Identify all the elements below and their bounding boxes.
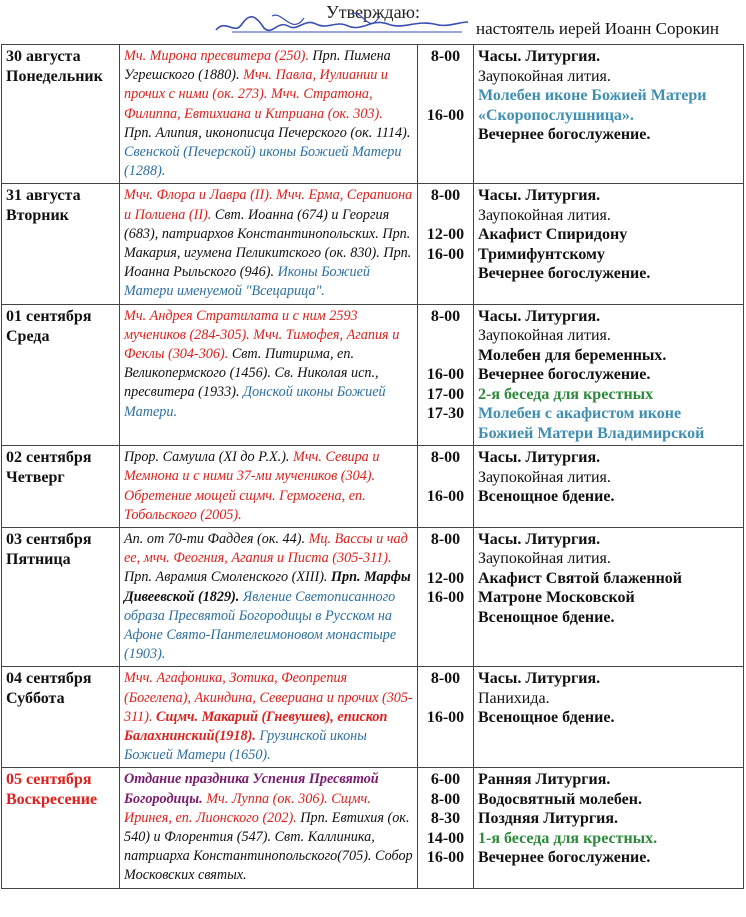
- saints-cell: [120, 667, 418, 768]
- day-cell: [2, 304, 120, 446]
- day-date: 05 сентября: [6, 771, 92, 789]
- service-entry: 2-я беседа для крестных: [478, 385, 654, 403]
- saints-cell: [120, 184, 418, 304]
- day-cell: [2, 768, 120, 888]
- service-entry: Вечернее богослужение.: [478, 126, 651, 143]
- saint-commemoration: Сщмч. Макарий (Гневушев), епископ Балахнинский(1918).: [124, 708, 388, 744]
- time-spacer: [422, 67, 469, 87]
- services-cell: [474, 667, 744, 768]
- schedule-row: [2, 667, 744, 768]
- day-weekday: Суббота: [6, 690, 65, 708]
- times-cell: [418, 768, 474, 888]
- saints-cell: [120, 446, 418, 528]
- service-entry: Всенощное бдение.: [478, 709, 615, 727]
- service-time: 16-00: [426, 589, 465, 607]
- services-cell: [474, 768, 744, 888]
- service-entry: Молебен иконе Божией Матери «Скоропослушница».: [478, 87, 707, 124]
- saint-commemoration: Отдание праздника Успения Пресвятой Богородицы.: [124, 771, 379, 807]
- saint-commemoration: Ап. от 70-ти Фаддея (ок. 44).: [124, 530, 306, 547]
- service-entry: Всенощное бдение.: [478, 608, 615, 626]
- service-time: 16-00: [426, 106, 465, 124]
- day-weekday: Вторник: [6, 207, 69, 225]
- services-cell: [474, 304, 744, 446]
- day-date: 30 августа: [6, 48, 81, 65]
- service-entry: Часы. Литургия.: [478, 187, 601, 205]
- saint-commemoration: Мчч. Флора и Лавра (II). Мчч. Ерма, Серапиона и Полиена (II).: [124, 187, 413, 223]
- service-entry: Акафист Спиридону Тримифунтскому: [478, 226, 628, 263]
- service-entry: Часы. Литургия.: [478, 530, 601, 548]
- schedule-row: [2, 45, 744, 184]
- time-spacer: [422, 549, 469, 569]
- day-weekday: Пятница: [6, 550, 71, 568]
- service-entry: Вечернее богослужение.: [478, 366, 651, 384]
- times-cell: [418, 667, 474, 768]
- service-entry: Часы. Литургия.: [478, 449, 601, 467]
- day-date: 03 сентября: [6, 530, 92, 548]
- service-time: 8-00: [430, 48, 461, 65]
- service-time: 16-00: [426, 488, 465, 506]
- schedule-row: [2, 446, 744, 528]
- day-cell: [2, 527, 120, 666]
- day-weekday: Понедельник: [6, 68, 103, 85]
- service-time: 12-00: [426, 569, 465, 587]
- service-time: 8-00: [430, 670, 461, 688]
- services-cell: [474, 527, 744, 666]
- time-spacer: [422, 346, 469, 366]
- service-time: 8-00: [430, 790, 461, 808]
- saints-cell: [120, 768, 418, 888]
- service-entry: Часы. Литургия.: [478, 48, 601, 65]
- service-entry: Заупокойная лития.: [478, 67, 611, 85]
- saints-cell: [120, 304, 418, 446]
- time-spacer: [422, 468, 469, 488]
- service-entry: Вечернее богослужение.: [478, 265, 651, 283]
- approval-label: Утверждаю:: [325, 2, 421, 22]
- service-time: 8-00: [430, 307, 461, 325]
- times-cell: [418, 304, 474, 446]
- services-cell: [474, 45, 744, 184]
- day-cell: [2, 667, 120, 768]
- service-entry: Заупокойная лития.: [478, 550, 611, 568]
- saint-commemoration: Явление Светописанного образа Пресвятой Богородицы в Русском на Афоне Свято-Пантелеимоновом монастыре (1903).: [124, 588, 397, 663]
- service-time: 17-30: [426, 405, 465, 423]
- saints-cell: [120, 527, 418, 666]
- service-entry: Ранняя Литургия.: [478, 771, 611, 789]
- service-entry: Заупокойная лития.: [478, 327, 611, 345]
- schedule-row: [2, 184, 744, 304]
- service-entry: Заупокойная лития.: [478, 206, 611, 224]
- saint-commemoration: Свт. Иоанна (674) и Георгия (683), патриархов Константинопольских. Прп. Макария, игумена Пеликитского (ок. 830). Прп. Иоанна Рыльского (946).: [124, 206, 412, 281]
- time-spacer: [422, 689, 469, 709]
- service-entry: Панихида.: [478, 689, 550, 707]
- services-cell: [474, 446, 744, 528]
- signature-image: [212, 6, 472, 42]
- times-cell: [418, 527, 474, 666]
- saint-commemoration: Прп. Алипия, иконописца Печерского (ок. 1114).: [124, 124, 411, 141]
- day-date: 01 сентября: [6, 307, 92, 325]
- day-cell: [2, 184, 120, 304]
- schedule-row: [2, 768, 744, 888]
- service-entry: Часы. Литургия.: [478, 670, 601, 688]
- service-time: 16-00: [426, 709, 465, 727]
- saint-commemoration: Свт. Питирима, еп. Великопермского (1456). Св. Николая исп., пресвитера (1933).: [124, 346, 379, 401]
- service-time: 16-00: [426, 245, 465, 263]
- document-header: [0, 0, 746, 44]
- service-time: 16-00: [426, 849, 465, 867]
- service-time: 8-00: [430, 187, 461, 205]
- saint-commemoration: Свенской (Печерской) иконы Божией Матери (1288).: [124, 144, 402, 180]
- saint-commemoration: Мч. Луппа (ок. 306). Сщмч. Иринея, еп. Лионского (202).: [124, 790, 371, 826]
- service-entry: 1-я беседа для крестных.: [478, 829, 658, 847]
- day-weekday: Среда: [6, 327, 50, 345]
- service-time: 8-30: [430, 810, 461, 828]
- saint-commemoration: Мч. Андрея Стратилата и с ним 2593 мучеников (284-305). Мчч. Тимофея, Агапия и Феклы (304-306).: [124, 307, 400, 363]
- saint-commemoration: Прп. Пимена Угрешского (1880).: [124, 48, 391, 84]
- times-cell: [418, 184, 474, 304]
- saint-commemoration: Мчч. Павла, Иулиании и прочих с ними (ок. 273). Мчч. Стратона, Филиппа, Евтихиана и Киприана (ок. 303).: [124, 67, 388, 122]
- service-entry: Поздняя Литургия.: [478, 810, 619, 828]
- service-entry: Акафист Святой блаженной Матроне Московской: [478, 569, 683, 607]
- rector-name: настоятель иерей Иоанн Сорокин: [476, 19, 719, 38]
- service-time: 17-00: [426, 385, 465, 403]
- service-time: 16-00: [426, 366, 465, 384]
- day-cell: [2, 446, 120, 528]
- service-time: 8-00: [430, 449, 461, 467]
- schedule-row: [2, 527, 744, 666]
- schedule-table: [1, 44, 744, 889]
- service-entry: Водосвятный молебен.: [478, 790, 642, 808]
- service-entry: Всенощное бдение.: [478, 488, 615, 506]
- saint-commemoration: Прор. Самуила (XI до Р.Х.).: [124, 449, 290, 466]
- saint-commemoration: Мч. Мирона пресвитера (250).: [124, 48, 309, 64]
- service-entry: Часы. Литургия.: [478, 307, 601, 325]
- day-date: 02 сентября: [6, 449, 92, 467]
- service-time: 8-00: [430, 530, 461, 548]
- service-time: 12-00: [426, 226, 465, 244]
- schedule-row: [2, 304, 744, 446]
- service-entry: Молебен с акафистом иконе Божией Матери Владимирской: [478, 405, 705, 442]
- day-date: 04 сентября: [6, 670, 92, 688]
- saint-commemoration: Прп. Евтихия (ок. 540) и Флорентия (547). Свт. Каллиника, патриарха Константинопольского(705). Собор Московских святых.: [124, 809, 413, 884]
- saint-commemoration: Мц. Вассы и чад ее, мчч. Феогния, Агапия и Писта (305-311).: [124, 530, 408, 567]
- saint-commemoration: Грузинской иконы Божией Матери (1650).: [124, 727, 367, 764]
- service-entry: Вечернее богослужение.: [478, 849, 651, 867]
- saint-commemoration: Донской иконы Божией Матери.: [124, 384, 386, 420]
- service-entry: Молебен для беременных.: [478, 346, 667, 364]
- service-entry: Заупокойная лития.: [478, 468, 611, 486]
- saint-commemoration: Иконы Божией Матери именуемой "Всецарица".: [124, 264, 370, 300]
- time-spacer: [422, 326, 469, 346]
- service-time: 14-00: [426, 829, 465, 847]
- services-cell: [474, 184, 744, 304]
- day-weekday: Воскресение: [6, 791, 98, 809]
- service-time: 6-00: [430, 771, 461, 789]
- day-date: 31 августа: [6, 187, 81, 205]
- day-cell: [2, 45, 120, 184]
- times-cell: [418, 45, 474, 184]
- saint-commemoration: Мчч. Севира и Мемнона и с ними 37-ми мучеников (304). Обретение мощей сщмч. Гермогена, еп. Тобольского (2005).: [124, 449, 380, 523]
- saints-cell: [120, 45, 418, 184]
- times-cell: [418, 446, 474, 528]
- saint-commemoration: Прп. Аврамия Смоленского (XIII).: [124, 569, 328, 586]
- time-spacer: [422, 86, 469, 106]
- time-spacer: [422, 206, 469, 226]
- saint-commemoration: Мчч. Агафоника, Зотика, Феопрепия (Богелепа), Акиндина, Севериана и прочих (305-311).: [124, 670, 413, 725]
- saint-commemoration: Прп. Марфы Дивеевской (1829).: [124, 569, 411, 605]
- day-weekday: Четверг: [6, 469, 65, 487]
